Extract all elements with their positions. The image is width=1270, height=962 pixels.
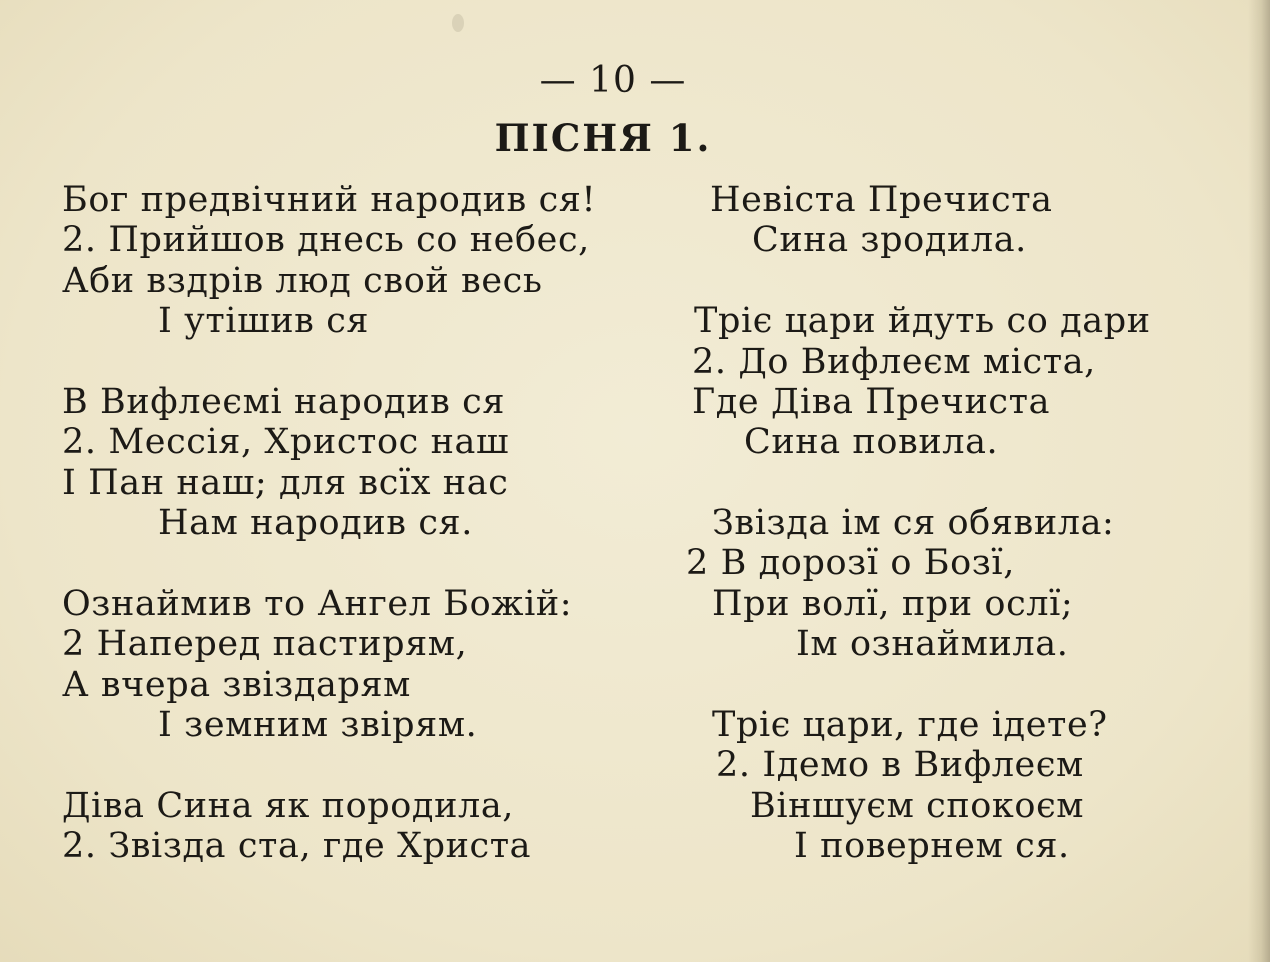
page-edge-shadow [1248, 0, 1270, 962]
verse-line: Аби вздрів люд свой весь [62, 261, 543, 301]
verse-line: Ознаймив то Ангел Божій: [62, 584, 573, 624]
verse-line: Ім ознаймила. [796, 624, 1069, 664]
verse-line: Нам народив ся. [158, 503, 473, 543]
verse-line: 2. Ідемо в Вифлеєм [716, 745, 1084, 785]
verse-line: І утішив ся [158, 301, 370, 341]
verse-line: При волї, при ослї; [712, 584, 1074, 624]
page-number: — 10 — [539, 60, 687, 101]
verse-line: І земним звірям. [158, 705, 478, 745]
verse-line: 2. Мессія, Христос наш [62, 422, 510, 462]
verse-line: Віншуєм спокоєм [750, 786, 1085, 826]
verse-line: Сина повила. [744, 422, 999, 462]
verse-line: 2 В дорозї о Бозї, [686, 543, 1015, 583]
verse-line: І Пан наш; для всїх нас [62, 463, 509, 503]
verse-line: 2. Звізда ста, где Христа [62, 826, 532, 866]
verse-line: Діва Сина як породила, [62, 786, 515, 826]
verse-line: Тріє цари йдуть со дари [694, 301, 1151, 341]
verse-line: Бог предвічний народив ся! [62, 180, 597, 220]
verse-line: І повернем ся. [794, 826, 1070, 866]
verse-line: В Вифлеємі народив ся [62, 382, 506, 422]
verse-line: Звізда ім ся обявила: [712, 503, 1115, 543]
verse-line: Где Діва Пречиста [692, 382, 1051, 422]
verse-line: Невіста Пречиста [710, 180, 1053, 220]
verse-line: Сина зродила. [752, 220, 1027, 260]
page-title: ПІСНЯ 1. [494, 116, 712, 160]
verse-line: 2. До Вифлеєм міста, [692, 342, 1096, 382]
verse-line: Тріє цари, где ідете? [712, 705, 1108, 745]
verse-line: 2. Прийшов днесь со небес, [62, 220, 590, 260]
paper-smudge [452, 14, 464, 32]
verse-line: 2 Наперед пастирям, [62, 624, 468, 664]
verse-line: А вчера звіздарям [62, 665, 411, 705]
